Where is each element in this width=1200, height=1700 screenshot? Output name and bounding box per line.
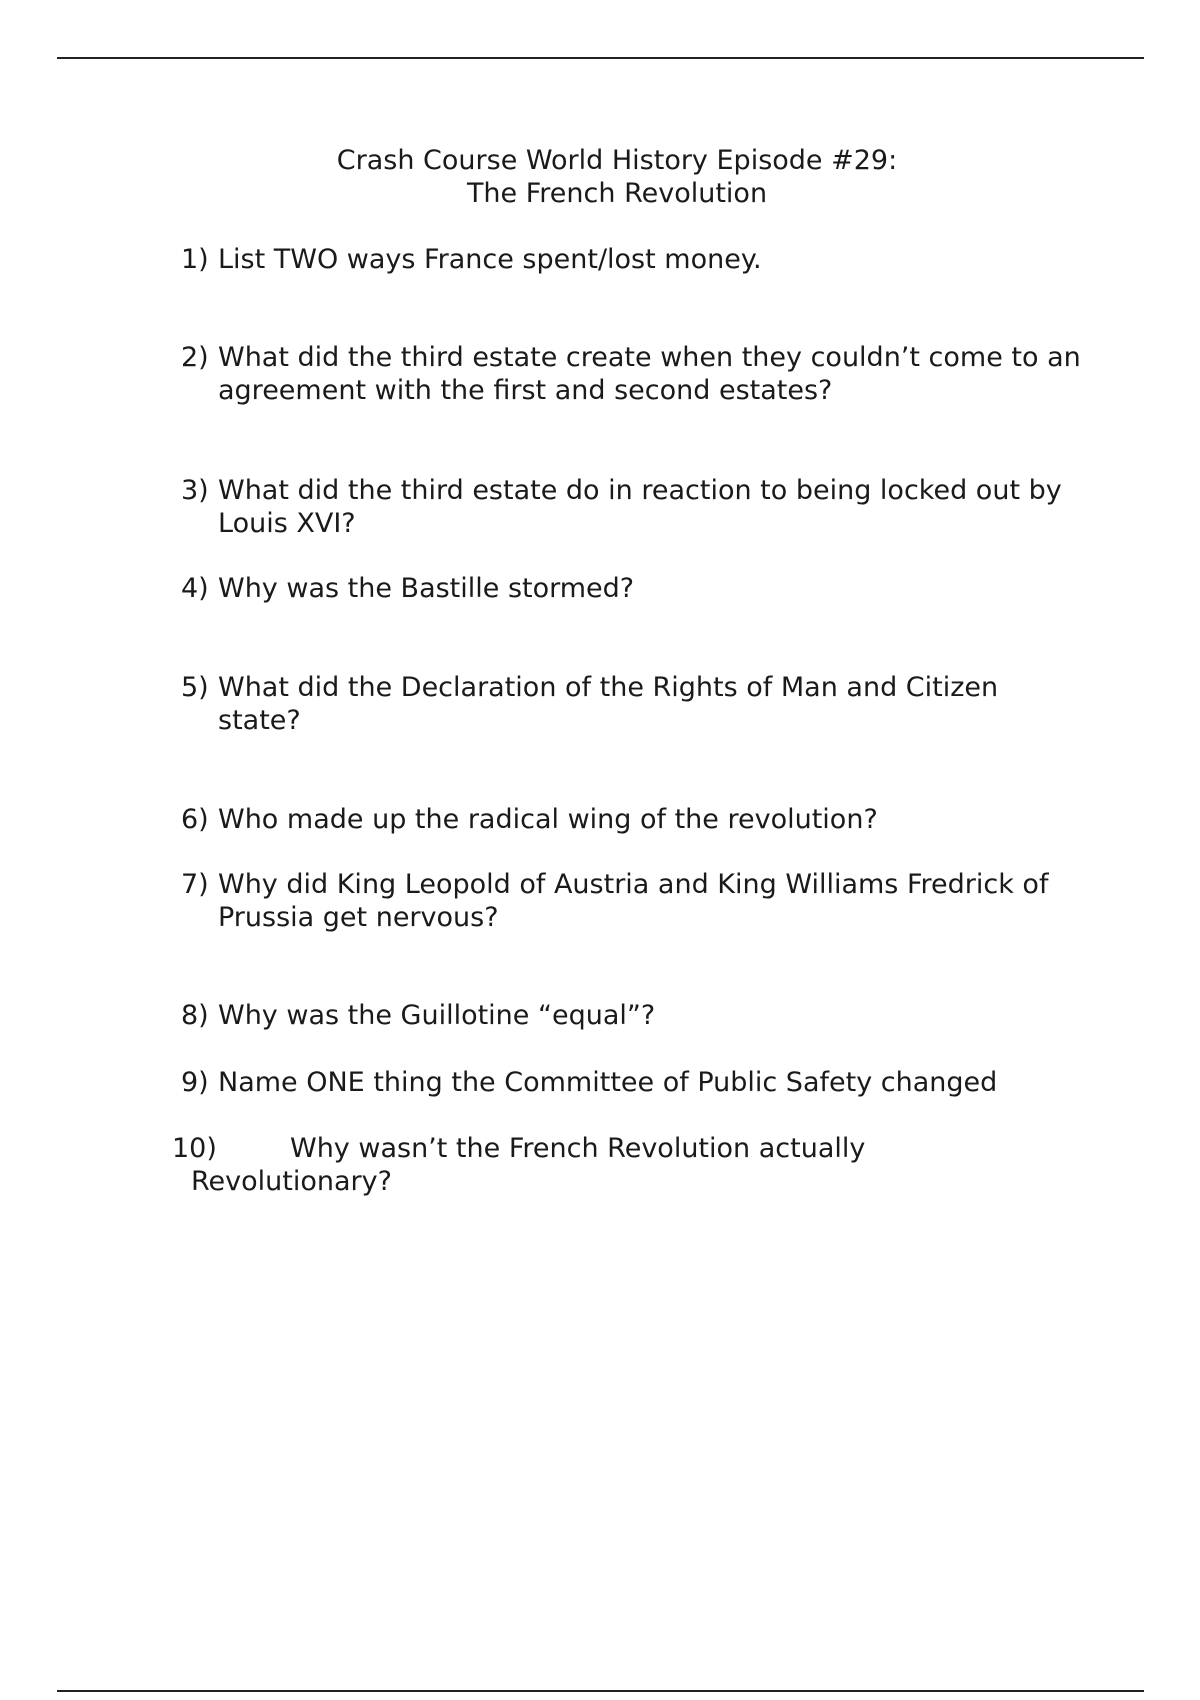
question-number: 8) bbox=[181, 1000, 209, 1031]
question-4 bbox=[181, 572, 1081, 605]
question-8 bbox=[181, 999, 1081, 1032]
question-number: 7) bbox=[181, 869, 209, 900]
question-text: List TWO ways France spent/lost money. bbox=[218, 244, 762, 275]
title-line-1: Crash Course World History Episode #29: bbox=[336, 145, 898, 176]
question-1 bbox=[181, 243, 1081, 276]
question-text: What did the third estate do in reaction to being locked out by Louis XVI? bbox=[218, 475, 1062, 539]
top-rule bbox=[57, 57, 1144, 59]
question-9 bbox=[181, 1066, 1081, 1099]
question-text: Who made up the radical wing of the revolution? bbox=[218, 804, 878, 835]
question-2 bbox=[181, 341, 1081, 407]
question-text-line-2: Revolutionary? bbox=[191, 1166, 392, 1197]
question-text: Why was the Guillotine “equal”? bbox=[218, 1000, 656, 1031]
question-text: What did the third estate create when they couldn’t come to an agreement with the first and second estates? bbox=[218, 342, 1081, 406]
question-number: 4) bbox=[181, 573, 209, 604]
question-number: 2) bbox=[181, 342, 209, 373]
question-number: 5) bbox=[181, 672, 209, 703]
worksheet-title bbox=[0, 144, 1200, 210]
question-text: Why did King Leopold of Austria and King Williams Fredrick of Prussia get nervous? bbox=[218, 869, 1049, 933]
question-3 bbox=[181, 474, 1081, 540]
question-number: 1) bbox=[181, 244, 209, 275]
question-5 bbox=[181, 671, 1081, 737]
question-number: 6) bbox=[181, 804, 209, 835]
bottom-rule bbox=[57, 1690, 1144, 1692]
question-text: Why was the Bastille stormed? bbox=[218, 573, 635, 604]
question-7 bbox=[181, 868, 1081, 934]
question-number: 3) bbox=[181, 475, 209, 506]
question-text-line-1: Why wasn’t the French Revolution actually bbox=[290, 1133, 866, 1164]
title-line-2: The French Revolution bbox=[466, 178, 768, 209]
question-text: Name ONE thing the Committee of Public Safety changed bbox=[218, 1067, 998, 1098]
question-text: What did the Declaration of the Rights of Man and Citizen state? bbox=[218, 672, 999, 736]
question-number: 9) bbox=[181, 1067, 209, 1098]
question-6 bbox=[181, 803, 1081, 836]
question-number: 10) bbox=[172, 1133, 217, 1164]
question-10 bbox=[172, 1132, 1072, 1198]
